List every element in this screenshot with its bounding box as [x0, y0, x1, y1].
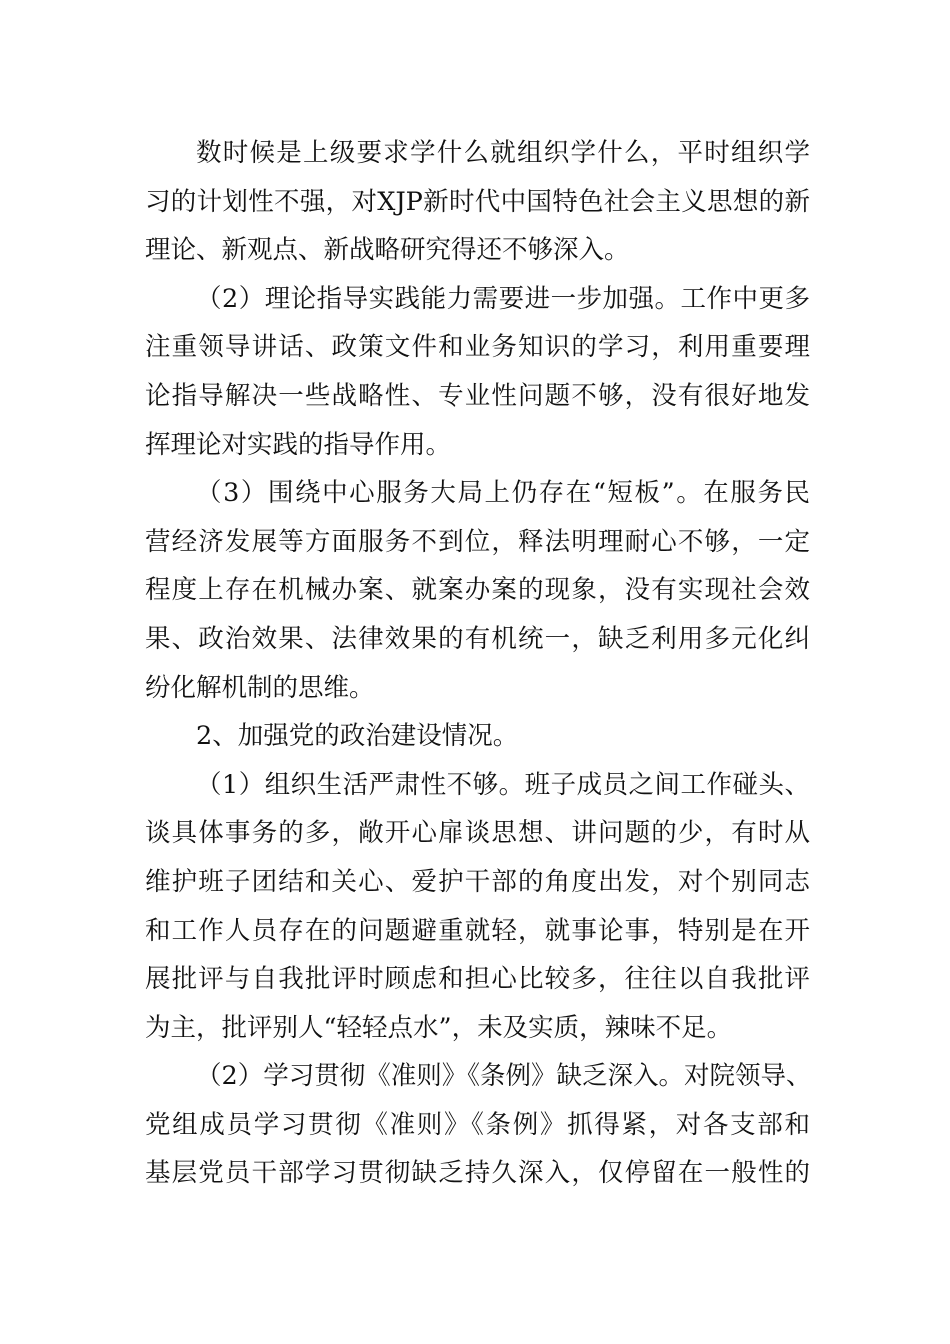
text-line: 谈具体事务的多，敞开心扉谈思想、讲问题的少，有时从	[145, 818, 810, 849]
text-line: 论指导解决一些战略性、专业性问题不够，没有很好地发	[145, 380, 810, 411]
text-line: 挥理论对实践的指导作用。	[145, 429, 452, 460]
text-line: 营经济发展等方面服务不到位，释法明理耐心不够，一定	[145, 526, 810, 557]
text-line: 注重领导讲话、政策文件和业务知识的学习，利用重要理	[145, 332, 810, 363]
text-line: 为主，批评别人“轻轻点水”，未及实质，辣味不足。	[145, 1012, 733, 1043]
document-body	[145, 129, 810, 1198]
text-line: （2）学习贯彻《准则》《条例》缺乏深入。对院领导、	[196, 1061, 812, 1092]
text-line: 数时候是上级要求学什么就组织学什么，平时组织学	[196, 138, 810, 168]
text-line: 展批评与自我批评时顾虑和担心比较多，往往以自我批评	[145, 964, 810, 995]
text-line: 纷化解机制的思维。	[145, 672, 375, 703]
text-line: 2、加强党的政治建设情况。	[196, 721, 519, 752]
text-line: 果、政治效果、法律效果的有机统一，缺乏利用多元化纠	[145, 623, 810, 654]
text-line: 习的计划性不强，对XJP新时代中国特色社会主义思想的新	[145, 186, 810, 217]
text-line: （3）围绕中心服务大局上仍存在“短板”。在服务民	[196, 478, 810, 509]
text-line: （2）理论指导实践能力需要进一步加强。工作中更多	[196, 283, 810, 314]
text-line: 维护班子团结和关心、爱护干部的角度出发，对个别同志	[145, 866, 810, 897]
text-line: 基层党员干部学习贯彻缺乏持久深入，仅停留在一般性的	[145, 1158, 810, 1189]
text-line: 党组成员学习贯彻《准则》《条例》抓得紧，对各支部和	[145, 1109, 810, 1140]
text-line: （1）组织生活严肃性不够。班子成员之间工作碰头、	[196, 769, 810, 800]
text-line: 理论、新观点、新战略研究得还不够深入。	[145, 235, 630, 266]
text-line: 程度上存在机械办案、就案办案的现象，没有实现社会效	[145, 575, 810, 606]
text-line: 和工作人员存在的问题避重就轻，就事论事，特别是在开	[145, 915, 810, 946]
